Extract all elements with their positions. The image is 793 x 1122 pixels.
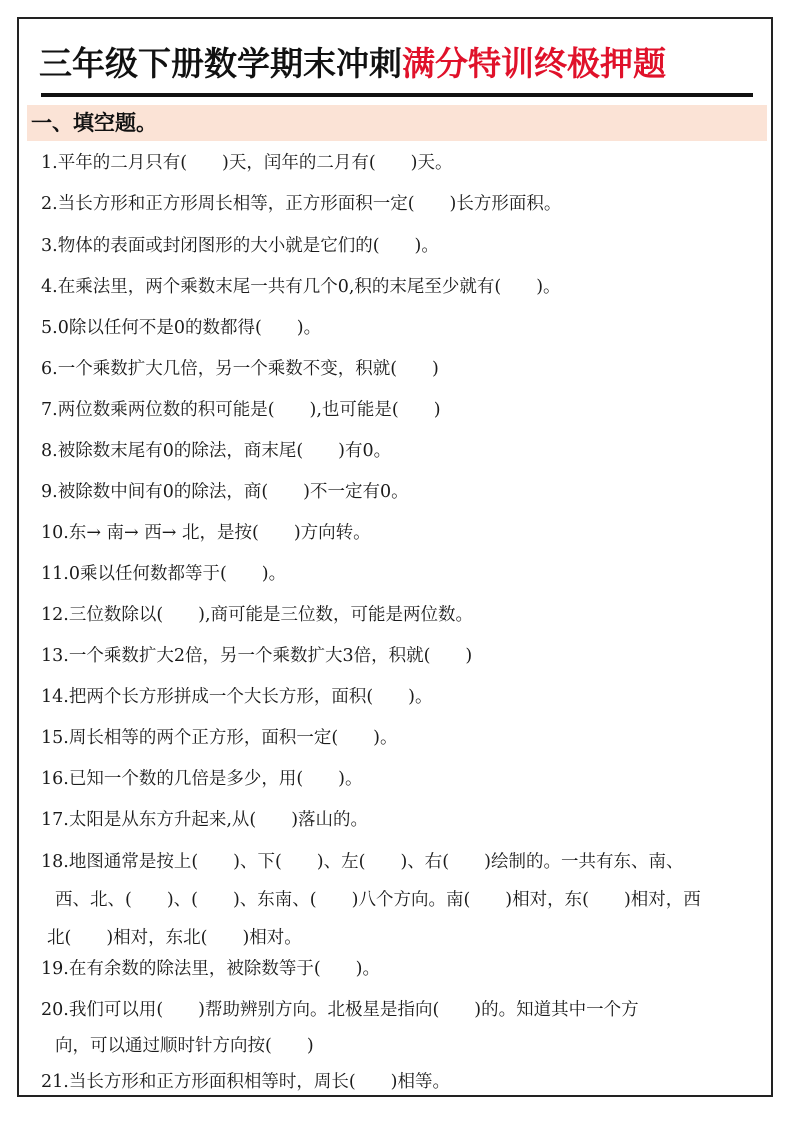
question-13: 13.一个乘数扩大2倍，另一个乘数扩大3倍，积就( ) [41, 646, 473, 666]
page-title [39, 33, 759, 95]
question-18-line-2: 西、北、( )、( )、东南、( )八个方向。南( )相对，东( )相对，西 [55, 890, 701, 910]
question-9: 9.被除数中间有0的除法，商( )不一定有0。 [41, 482, 409, 502]
title-underline [41, 93, 753, 97]
question-18 [41, 845, 767, 955]
question-18-line-3: 北( )相对，东北( )相对。 [47, 928, 302, 948]
question-10: 10.东→ 南→ 西→ 北，是按( )方向转。 [41, 523, 371, 543]
question-12: 12.三位数除以( ),商可能是三位数，可能是两位数。 [41, 605, 474, 625]
question-7: 7.两位数乘两位数的积可能是( ),也可能是( ) [41, 400, 441, 420]
question-15: 15.周长相等的两个正方形，面积一定( )。 [41, 728, 398, 748]
question-2: 2.当长方形和正方形周长相等，正方形面积一定( )长方形面积。 [41, 194, 562, 214]
question-17: 17.太阳是从东方升起来,从( )落山的。 [41, 810, 369, 830]
section-heading: 一、填空题。 [31, 111, 157, 135]
question-18-line-1: 18.地图通常是按上( )、下( )、左( )、右( )绘制的。一共有东、南、 [41, 852, 684, 872]
question-6: 6.一个乘数扩大几倍，另一个乘数不变，积就( ) [41, 359, 439, 379]
question-8: 8.被除数末尾有0的除法，商末尾( )有0。 [41, 441, 392, 461]
question-1: 1.平年的二月只有( )天，闰年的二月有( )天。 [41, 153, 453, 173]
question-20 [41, 993, 767, 1063]
question-11: 11.0乘以任何数都等于( )。 [41, 564, 287, 584]
question-19: 19.在有余数的除法里，被除数等于( )。 [41, 959, 380, 979]
title-red-part: 满分特训终极押题 [402, 44, 666, 83]
question-4: 4.在乘法里，两个乘数末尾一共有几个0,积的末尾至少就有( )。 [41, 277, 561, 297]
title-black-part: 三年级下册数学期末冲刺 [39, 44, 402, 83]
question-20-line-2: 向，可以通过顺时针方向按( ) [55, 1036, 314, 1056]
page-frame [17, 17, 773, 1097]
question-21: 21.当长方形和正方形面积相等时，周长( )相等。 [41, 1072, 450, 1092]
question-16: 16.已知一个数的几倍是多少，用( )。 [41, 769, 363, 789]
question-20-line-1: 20.我们可以用( )帮助辨别方向。北极星是指向( )的。知道其中一个方 [41, 1000, 639, 1020]
question-3: 3.物体的表面或封闭图形的大小就是它们的( )。 [41, 236, 439, 256]
question-14: 14.把两个长方形拼成一个大长方形，面积( )。 [41, 687, 433, 707]
question-5: 5.0除以任何不是0的数都得( )。 [41, 318, 322, 338]
